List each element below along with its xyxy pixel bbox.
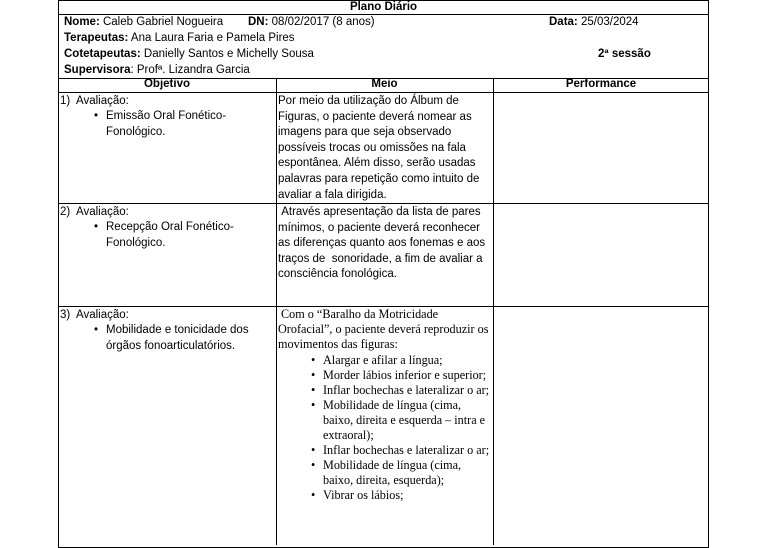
page-title: Plano Diário — [349, 1, 418, 13]
row-2-objetivo-heading — [60, 205, 129, 220]
dn-value: 08/02/2017 (8 anos) — [271, 16, 375, 28]
row-2-meio-text: Através apresentação da lista de pares mínimos, o paciente deverá reconhecer as diferenças quanto aos fonemas e aos traços de sonoridade, a fim de avaliar a consciência fonológica. — [278, 206, 489, 281]
row-2-avaliacao: Avaliação: — [76, 206, 129, 218]
row-3-meio-list — [311, 353, 491, 503]
supervisora-value: : Profª. Lizandra Garcia — [130, 64, 250, 76]
nome-label: Nome: — [64, 16, 100, 28]
header-row-divider — [58, 92, 709, 93]
row-3-meio-item: • Alargar e afilar a língua; — [311, 353, 491, 368]
terapeutas-value: Ana Laura Faria e Pamela Pires — [130, 32, 295, 44]
row-3-objetivo-item: • Mobilidade e tonicidade dos órgãos fonoarticulatórios. — [94, 323, 264, 354]
coterapeutas-value: Danielly Santos e Michelly Sousa — [143, 48, 314, 60]
row-1-avaliacao: Avaliação: — [76, 95, 129, 107]
daily-plan-document — [58, 0, 709, 543]
row-2-objetivo-item: • Recepção Oral Fonético-Fonológico. — [94, 220, 264, 251]
col-header-performance: Performance — [565, 78, 637, 90]
data-value: 25/03/2024 — [580, 16, 639, 28]
row-3-meio-item: • Mobilidade de língua (cima, baixo, direita, esquerda); — [311, 458, 491, 488]
row-3-meio-intro: Com o “Baralho da Motricidade Orofacial”, o paciente deverá reproduzir os movimentos das figuras: — [278, 307, 492, 351]
row-1-objetivo-list — [94, 109, 264, 140]
row-3-objetivo-heading — [60, 308, 129, 323]
dn-label: DN: — [248, 16, 269, 28]
row-3-objetivo-list — [94, 323, 264, 354]
row-1-meio-text: Por meio da utilização do Álbum de Figuras, o paciente deverá nomear as imagens para que seja observado possíveis trocas ou omissões na fala espontânea. Além disso, serão usadas palavras para repetição como intuito de avaliar a fala dirigida. — [278, 95, 480, 201]
row-3-meio-item: • Vibrar os lábios; — [311, 488, 491, 503]
row-3-avaliacao: Avaliação: — [76, 309, 129, 321]
nome-line — [64, 15, 223, 30]
supervisora-line — [64, 63, 250, 78]
row-3-meio-item: • Inflar bochechas e lateralizar o ar; — [311, 383, 491, 398]
coterapeutas-label: Cotetapeutas: — [64, 48, 141, 60]
col-header-objetivo: Objetivo — [143, 78, 190, 90]
row-1-objetivo-heading — [60, 94, 129, 109]
row-2-number: 2) — [60, 206, 71, 218]
nome-value: Caleb Gabriel Nogueira — [102, 16, 224, 28]
supervisora-label: Supervisora — [64, 64, 131, 76]
col-divider-2 — [493, 78, 494, 545]
dn-line — [248, 15, 375, 30]
session-label: 2ª sessão — [598, 48, 651, 60]
row-1-number: 1) — [60, 95, 71, 107]
terapeutas-line — [64, 31, 295, 46]
row-3-meio-item: • Mobilidade de língua (cima, baixo, direita e esquerda – intra e extraoral); — [311, 398, 491, 443]
row-3-number: 3) — [60, 309, 71, 321]
row-2-objetivo-list — [94, 220, 264, 251]
data-line — [549, 15, 639, 30]
row-3-meio-item: • Inflar bochechas e lateralizar o ar; — [311, 443, 491, 458]
coterapeutas-line — [64, 47, 314, 62]
data-label: Data: — [549, 16, 578, 28]
row-1-objetivo-item: • Emissão Oral Fonético-Fonológico. — [94, 109, 264, 140]
col-header-meio: Meio — [371, 78, 398, 90]
col-divider-1 — [276, 78, 277, 545]
row-3-meio-item: • Morder lábios inferior e superior; — [311, 368, 491, 383]
terapeutas-label: Terapeutas: — [64, 32, 129, 44]
